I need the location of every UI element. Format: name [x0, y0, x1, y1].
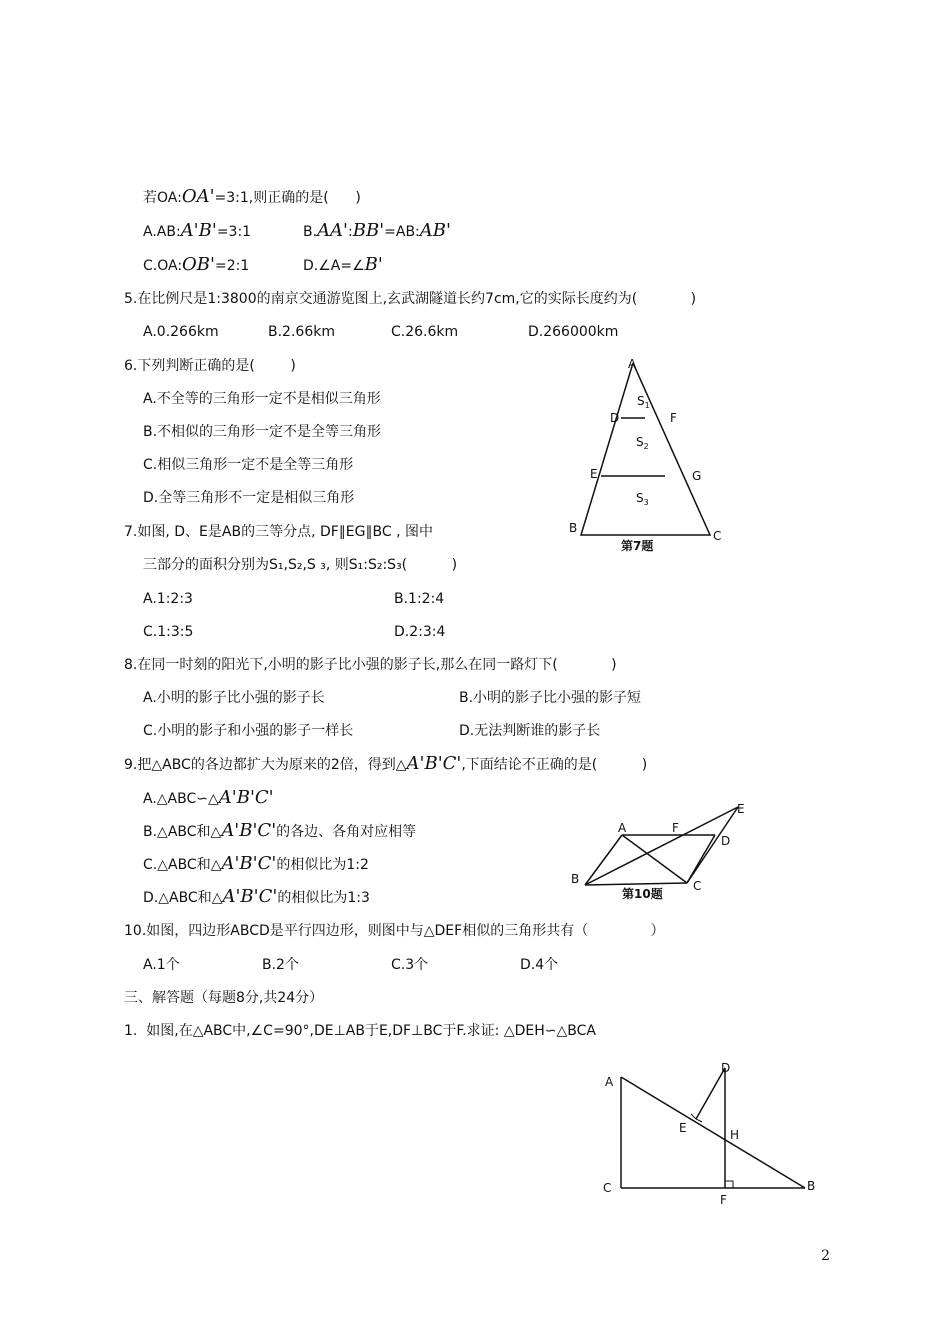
- q4-option-c-ratio: =2:1: [214, 258, 250, 274]
- math-a-prime-b-prime-c-prime: A'B'C': [222, 886, 278, 907]
- math-a-prime-b-prime-c-prime: A'B'C': [218, 787, 274, 808]
- q9-stem: [124, 754, 647, 775]
- q9-stem-text-end: ,下面结论不正确的是( ): [461, 757, 648, 773]
- math-a-prime-b-prime-c-prime: A'B'C': [221, 853, 277, 874]
- math-bb-prime: BB': [352, 220, 385, 241]
- q5-stem: 5.在比例尺是1:3800的南京交通游览图上,玄武湖隧道长约7cm,它的实际长度约为( ): [124, 291, 697, 307]
- q6-stem: 6.下列判断正确的是( ): [124, 358, 296, 374]
- q9-option-a: [143, 788, 274, 809]
- fig10-label-e: E: [737, 802, 745, 816]
- q10-option-b: B.2个: [262, 957, 299, 973]
- fig10-label-a: A: [618, 821, 627, 835]
- q4-option-a: [143, 221, 251, 242]
- q5-option-b: B.2.66km: [268, 324, 335, 340]
- math-aa-prime: AA': [317, 220, 349, 241]
- fig3-label-a: A: [605, 1075, 614, 1089]
- q9-option-b-text: B.△ABC和△: [143, 824, 222, 840]
- q9-option-d: [143, 887, 370, 908]
- q4-option-b: [303, 221, 451, 242]
- q6-option-a: A.不全等的三角形一定不是相似三角形: [143, 391, 381, 407]
- q4-option-c: [143, 255, 249, 276]
- q6-option-c: C.相似三角形一定不是全等三角形: [143, 457, 354, 473]
- math-b-prime: B': [364, 254, 383, 275]
- q4-option-a-ratio: =3:1: [216, 224, 252, 240]
- section3-title: 三、解答题（每题8分,共24分）: [124, 990, 324, 1006]
- q7-option-a: A.1:2:3: [143, 591, 193, 607]
- fig7-label-f: F: [670, 411, 677, 425]
- fig10-label-c: C: [693, 879, 702, 893]
- figure-right-triangle: [595, 1060, 825, 1210]
- q4-option-b-label: B.: [303, 224, 318, 240]
- q8-option-a: A.小明的影子比小强的影子长: [143, 690, 325, 706]
- fig7-label-c: C: [713, 529, 722, 543]
- fig3-label-f: F: [720, 1193, 727, 1207]
- math-oa-prime: OA': [181, 186, 215, 207]
- fig7-label-a: A: [628, 357, 637, 371]
- q9-option-c: [143, 854, 369, 875]
- fig7-label-s1: $S_1$: [637, 394, 650, 410]
- q4-stem-text: 若OA:: [143, 190, 182, 206]
- q6-option-d: D.全等三角形不一定是相似三角形: [143, 490, 355, 506]
- fig3-label-d: D: [721, 1061, 731, 1075]
- q9-option-d-text-end: 的相似比为1:3: [277, 890, 370, 906]
- fig10-label-f: F: [672, 821, 679, 835]
- fig3-label-b: B: [807, 1179, 816, 1193]
- q9-option-b: [143, 821, 416, 842]
- q10-option-d: D.4个: [520, 957, 559, 973]
- fig7-caption: 第7题: [621, 539, 654, 553]
- fig10-caption: 第10题: [622, 887, 663, 901]
- q7-option-d: D.2:3:4: [394, 624, 446, 640]
- fig10-label-b: B: [571, 872, 580, 886]
- q8-stem: 8.在同一时刻的阳光下,小明的影子比小强的影子长,那么在同一路灯下( ): [124, 657, 617, 673]
- q5-option-a: A.0.266km: [143, 324, 219, 340]
- fig7-label-b: B: [569, 521, 578, 535]
- q9-option-c-text: C.△ABC和△: [143, 857, 222, 873]
- figure-10-parallelogram: [565, 795, 765, 910]
- math-ab-prime: AB': [419, 220, 451, 241]
- q9-option-a-text: A.△ABC∽△: [143, 791, 219, 807]
- fig7-label-d: D: [610, 411, 620, 425]
- fig3-label-c: C: [603, 1181, 612, 1195]
- q4-option-d-text: D.∠A=∠: [303, 258, 365, 274]
- page-number: 2: [821, 1248, 830, 1264]
- q4-stem-text-end: =3:1,则正确的是( ): [214, 190, 361, 206]
- q9-option-d-text: D.△ABC和△: [143, 890, 223, 906]
- fig3-label-h: H: [730, 1128, 740, 1142]
- q7-stem-line1: 7.如图, D、E是AB的三等分点, DF∥EG∥BC , 图中: [124, 524, 433, 540]
- q10-option-a: A.1个: [143, 957, 180, 973]
- q5-option-c: C.26.6km: [391, 324, 459, 340]
- q4-stem: [143, 187, 361, 208]
- q8-option-b: B.小明的影子比小强的影子短: [459, 690, 642, 706]
- fig7-label-s3: $S_3$: [636, 491, 649, 507]
- q4-option-d: [303, 255, 383, 276]
- fig7-label-g: G: [692, 469, 702, 483]
- math-a-prime-b-prime-c-prime: A'B'C': [221, 820, 277, 841]
- q4-option-b-mid: =AB:: [384, 224, 420, 240]
- fig7-label-e: E: [590, 467, 598, 481]
- q7-stem-line2: 三部分的面积分别为S₁,S₂,S ₃, 则S₁:S₂:S₃( ): [143, 557, 458, 573]
- q6-option-b: B.不相似的三角形一定不是全等三角形: [143, 424, 382, 440]
- section3-q1: 1. 如图,在△ABC中,∠C=90°,DE⊥AB于E,DF⊥BC于F.求证: △DEH∽△BCA: [124, 1023, 596, 1039]
- math-a-prime-b-prime-c-prime: A'B'C': [406, 753, 462, 774]
- q8-option-c: C.小明的影子和小强的影子一样长: [143, 723, 354, 739]
- fig10-label-d: D: [721, 834, 731, 848]
- q9-stem-text: 9.把△ABC的各边都扩大为原来的2倍，得到△: [124, 757, 407, 773]
- figure-7-trapezoid: [560, 350, 730, 560]
- fig7-label-s2: $S_2$: [636, 435, 649, 451]
- q5-option-d: D.266000km: [528, 324, 619, 340]
- q10-option-c: C.3个: [391, 957, 429, 973]
- q9-option-c-text-end: 的相似比为1:2: [276, 857, 369, 873]
- fig3-label-e: E: [679, 1121, 687, 1135]
- math-a-prime-b-prime: A'B': [180, 220, 217, 241]
- q10-stem: 10.如图，四边形ABCD是平行四边形，则图中与△DEF相似的三角形共有（ ）: [124, 923, 665, 939]
- q4-option-a-text: A.AB:: [143, 224, 181, 240]
- q4-option-c-text: C.OA:: [143, 258, 183, 274]
- q7-option-c: C.1:3:5: [143, 624, 194, 640]
- q8-option-d: D.无法判断谁的影子长: [459, 723, 601, 739]
- math-ob-prime: OB': [182, 254, 215, 275]
- q7-option-b: B.1:2:4: [394, 591, 445, 607]
- q9-option-b-text-end: 的各边、各角对应相等: [276, 824, 417, 840]
- q4-option-b-colon: :: [348, 224, 353, 240]
